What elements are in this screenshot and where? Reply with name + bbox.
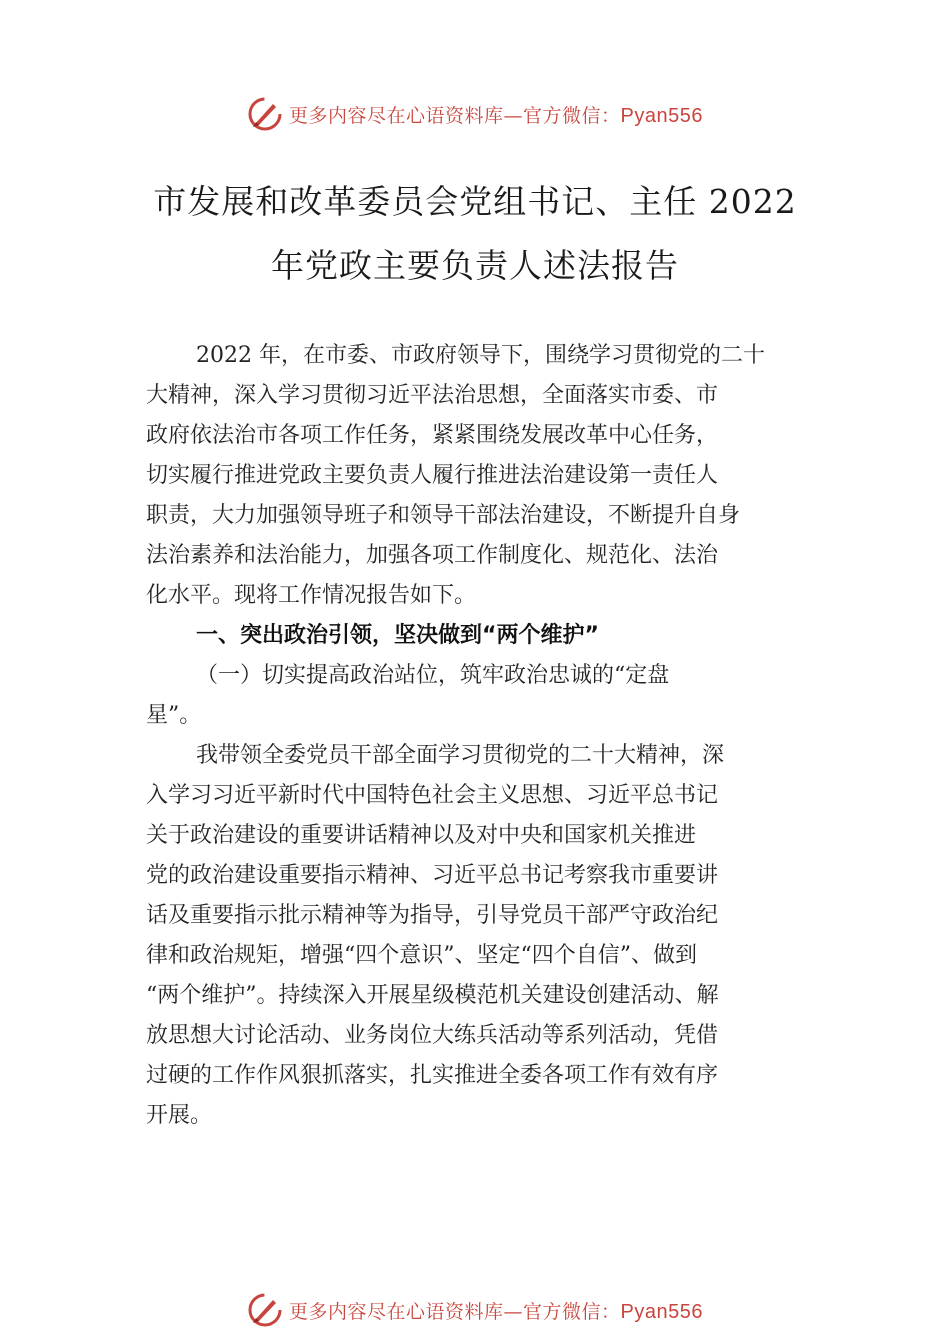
section-heading-1: 一、突出政治引领，坚决做到“两个维护” xyxy=(196,623,599,648)
text-line: 放思想大讨论活动、业务岗位大练兵活动等系列活动，凭借 xyxy=(146,1023,719,1048)
brush-logo-icon xyxy=(247,1292,283,1328)
subsection-heading-1 xyxy=(146,656,836,736)
text-line: 关于政治建设的重要讲话精神以及对中央和国家机关推进 xyxy=(146,823,697,848)
text-line: 开展。 xyxy=(146,1103,213,1128)
footer-watermark xyxy=(0,1290,950,1330)
title-line-2: 年党政主要负责人述法报告 xyxy=(271,246,679,285)
text-line: 律和政治规矩，增强“四个意识”、坚定“四个自信”、做到 xyxy=(146,943,697,968)
title-line-1: 市发展和改革委员会党组书记、主任 2022 xyxy=(153,182,797,221)
watermark-wechat-id: Pyan556 xyxy=(620,1300,703,1323)
text-line: 我带领全委党员干部全面学习贯彻党的二十大精神，深 xyxy=(196,743,725,768)
text-line: 职责，大力加强领导班子和领导干部法治建设，不断提升自身 xyxy=(146,503,741,528)
intro-paragraph xyxy=(146,336,836,616)
text-line: 大精神，深入学习贯彻习近平法治思想，全面落实市委、市 xyxy=(146,383,719,408)
text-line: 2022 年，在市委、市政府领导下，围绕学习贯彻党的二十 xyxy=(196,343,765,368)
text-line: 切实履行推进党政主要负责人履行推进法治建设第一责任人 xyxy=(146,463,719,488)
text-line: 党的政治建设重要指示精神、习近平总书记考察我市重要讲 xyxy=(146,863,719,888)
document-title xyxy=(100,170,850,298)
text-line: 法治素养和法治能力，加强各项工作制度化、规范化、法治 xyxy=(146,543,719,568)
text-line: 话及重要指示批示精神等为指导，引导党员干部严守政治纪 xyxy=(146,903,719,928)
header-watermark xyxy=(0,94,950,134)
text-line: “两个维护”。持续深入开展星级模范机关建设创建活动、解 xyxy=(146,983,719,1008)
body-paragraph-1 xyxy=(146,736,836,1136)
watermark-wechat-id: Pyan556 xyxy=(620,104,703,127)
text-line: 政府依法治市各项工作任务，紧紧围绕发展改革中心任务， xyxy=(146,423,719,448)
text-line: 入学习习近平新时代中国特色社会主义思想、习近平总书记 xyxy=(146,783,719,808)
watermark-text: 更多内容尽在心语资料库—官方微信：Pyan556 xyxy=(289,1300,703,1323)
text-line: （一）切实提高政治站位，筑牢政治忠诚的“定盘 xyxy=(196,663,670,688)
brush-logo-icon xyxy=(247,96,283,132)
text-line: 化水平。现将工作情况报告如下。 xyxy=(146,583,477,608)
watermark-text: 更多内容尽在心语资料库—官方微信：Pyan556 xyxy=(289,104,703,127)
text-line: 星”。 xyxy=(146,703,202,728)
text-line: 过硬的工作作风狠抓落实，扎实推进全委各项工作有效有序 xyxy=(146,1063,719,1088)
document-body xyxy=(146,336,836,1136)
